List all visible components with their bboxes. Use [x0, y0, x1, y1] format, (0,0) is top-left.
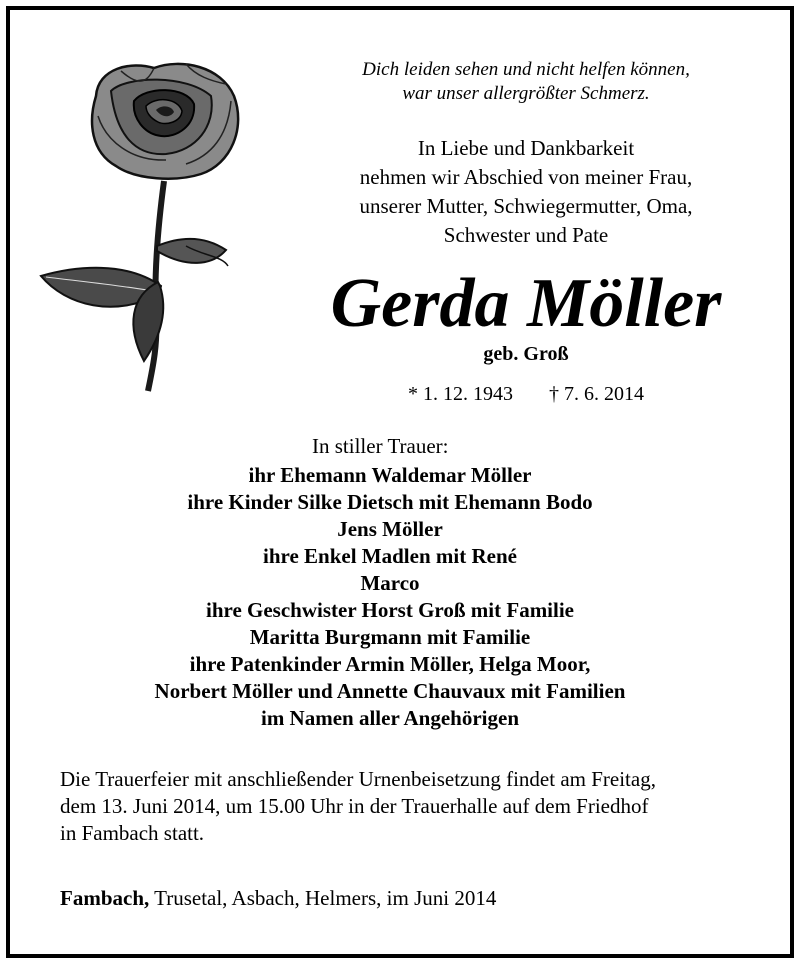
place-rest: Trusetal, Asbach, Helmers, im Juni 2014: [149, 886, 497, 910]
mourner-line: ihre Kinder Silke Dietsch mit Ehemann Bodo: [187, 490, 593, 514]
birth-date: * 1. 12. 1943: [408, 383, 513, 405]
place-and-date: [60, 884, 760, 912]
mourner-line: Norbert Möller und Annette Chauvaux mit Familien: [154, 679, 626, 703]
intro-line-3: unserer Mutter, Schwiegermutter, Oma,: [359, 194, 693, 218]
life-dates: [300, 380, 752, 408]
mourners-heading: In stiller Trauer:: [312, 434, 449, 458]
mourner-line: ihre Geschwister Horst Groß mit Familie: [205, 598, 575, 622]
mourner-line: ihre Patenkinder Armin Möller, Helga Moor,: [189, 652, 591, 676]
service-line-3: in Fambach statt.: [60, 821, 205, 845]
quote-line-1: Dich leiden sehen und nicht helfen können,: [362, 59, 690, 80]
deceased-name: Gerda Möller: [330, 265, 722, 342]
mourner-line: ihr Ehemann Waldemar Möller: [248, 463, 532, 487]
birth-name: geb. Groß: [483, 343, 569, 365]
service-line-1: Die Trauerfeier mit anschließender Urnenbeisetzung findet am Freitag,: [60, 767, 656, 791]
funeral-service-info: [60, 766, 760, 847]
epitaph-quote: [300, 58, 752, 106]
mourners-list: [60, 462, 720, 732]
death-date: † 7. 6. 2014: [549, 383, 644, 405]
quote-line-2: war unser allergrößter Schmerz.: [402, 83, 650, 104]
rose-icon: [36, 56, 256, 396]
intro-line-1: In Liebe und Dankbarkeit: [417, 136, 635, 160]
farewell-intro: [300, 134, 752, 250]
mourner-line: im Namen aller Angehörigen: [260, 706, 519, 730]
place-bold: Fambach,: [60, 886, 150, 910]
mourner-line: Maritta Burgmann mit Familie: [249, 625, 531, 649]
intro-line-4: Schwester und Pate: [443, 223, 609, 247]
mourner-line: ihre Enkel Madlen mit René: [263, 544, 517, 568]
intro-line-2: nehmen wir Abschied von meiner Frau,: [359, 165, 693, 189]
mourner-line: Jens Möller: [337, 517, 443, 541]
mourner-line: Marco: [360, 571, 420, 595]
service-line-2: dem 13. Juni 2014, um 15.00 Uhr in der Trauerhalle auf dem Friedhof: [60, 794, 649, 818]
